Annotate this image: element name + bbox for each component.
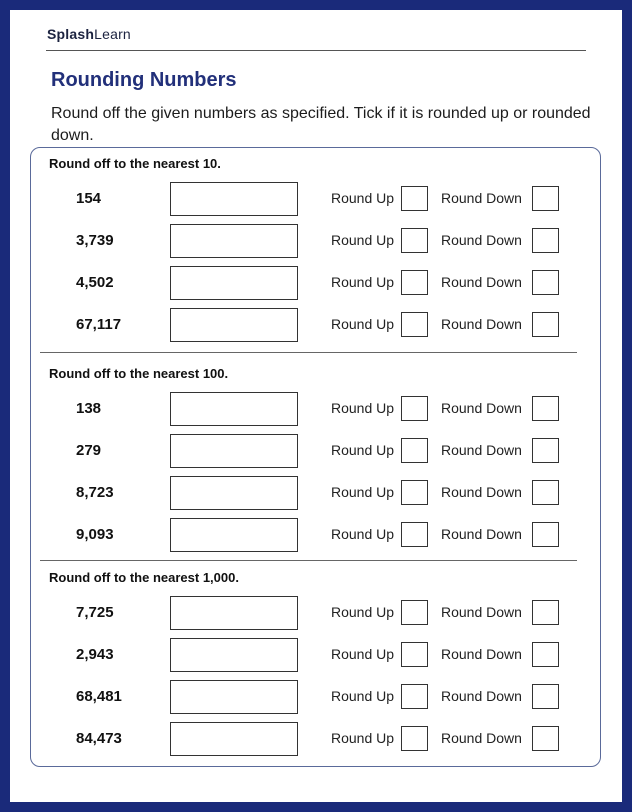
answer-box[interactable]	[170, 392, 298, 426]
exercise-row	[10, 638, 622, 672]
given-number: 7,725	[76, 604, 114, 621]
round-down-label: Round Down	[441, 316, 522, 332]
round-down-checkbox[interactable]	[532, 228, 559, 253]
round-up-checkbox[interactable]	[401, 684, 428, 709]
round-down-checkbox[interactable]	[532, 312, 559, 337]
round-up-label: Round Up	[331, 688, 395, 704]
round-down-checkbox[interactable]	[532, 522, 559, 547]
exercise-row	[10, 392, 622, 426]
exercise-row	[10, 596, 622, 630]
round-up-checkbox[interactable]	[401, 600, 428, 625]
section-divider	[40, 560, 577, 561]
round-down-label: Round Down	[441, 232, 522, 248]
given-number: 84,473	[76, 730, 122, 747]
given-number: 9,093	[76, 526, 114, 543]
section-title-thousands: Round off to the nearest 1,000.	[49, 570, 239, 585]
round-down-checkbox[interactable]	[532, 684, 559, 709]
round-down-checkbox[interactable]	[532, 726, 559, 751]
round-down-label: Round Down	[441, 526, 522, 542]
round-up-label: Round Up	[331, 526, 395, 542]
exercise-row	[10, 476, 622, 510]
round-up-checkbox[interactable]	[401, 642, 428, 667]
round-down-label: Round Down	[441, 484, 522, 500]
round-down-label: Round Down	[441, 604, 522, 620]
round-up-label: Round Up	[331, 232, 395, 248]
exercise-row	[10, 680, 622, 714]
round-down-label: Round Down	[441, 400, 522, 416]
header-rule	[46, 50, 586, 51]
round-down-checkbox[interactable]	[532, 270, 559, 295]
answer-box[interactable]	[170, 308, 298, 342]
round-down-label: Round Down	[441, 646, 522, 662]
splashlearn-logo	[47, 26, 131, 42]
page-title: Rounding Numbers	[51, 69, 237, 91]
exercise-row	[10, 266, 622, 300]
answer-box[interactable]	[170, 182, 298, 216]
round-up-label: Round Up	[331, 484, 395, 500]
section-divider	[40, 352, 577, 353]
given-number: 138	[76, 400, 102, 417]
round-up-checkbox[interactable]	[401, 726, 428, 751]
answer-box[interactable]	[170, 680, 298, 714]
answer-box[interactable]	[170, 638, 298, 672]
round-up-checkbox[interactable]	[401, 396, 428, 421]
round-up-label: Round Up	[331, 190, 395, 206]
given-number: 8,723	[76, 484, 114, 501]
exercise-row	[10, 434, 622, 468]
round-down-checkbox[interactable]	[532, 186, 559, 211]
given-number: 279	[76, 442, 102, 459]
round-up-checkbox[interactable]	[401, 438, 428, 463]
answer-box[interactable]	[170, 596, 298, 630]
round-down-checkbox[interactable]	[532, 396, 559, 421]
round-up-label: Round Up	[331, 316, 395, 332]
round-down-label: Round Down	[441, 442, 522, 458]
answer-box[interactable]	[170, 722, 298, 756]
round-up-checkbox[interactable]	[401, 270, 428, 295]
section-title-hundreds: Round off to the nearest 100.	[49, 366, 229, 381]
round-down-checkbox[interactable]	[532, 600, 559, 625]
section-title-tens: Round off to the nearest 10.	[49, 156, 221, 171]
exercise-row	[10, 722, 622, 756]
round-up-label: Round Up	[331, 274, 395, 290]
round-down-label: Round Down	[441, 730, 522, 746]
answer-box[interactable]	[170, 476, 298, 510]
answer-box[interactable]	[170, 434, 298, 468]
answer-box[interactable]	[170, 224, 298, 258]
given-number: 67,117	[76, 316, 122, 333]
round-up-checkbox[interactable]	[401, 480, 428, 505]
brand-bold: Splash	[47, 26, 95, 42]
round-up-checkbox[interactable]	[401, 186, 428, 211]
round-down-label: Round Down	[441, 688, 522, 704]
instructions: Round off the given numbers as specified. Tick if it is rounded up or rounded down.	[51, 105, 591, 144]
given-number: 2,943	[76, 646, 114, 663]
exercise-row	[10, 182, 622, 216]
exercise-row	[10, 518, 622, 552]
answer-box[interactable]	[170, 518, 298, 552]
round-down-checkbox[interactable]	[532, 480, 559, 505]
worksheet-page	[10, 10, 622, 802]
round-up-label: Round Up	[331, 646, 395, 662]
round-up-label: Round Up	[331, 604, 395, 620]
round-up-label: Round Up	[331, 730, 395, 746]
given-number: 4,502	[76, 274, 114, 291]
round-up-label: Round Up	[331, 442, 395, 458]
given-number: 68,481	[76, 688, 122, 705]
given-number: 154	[76, 190, 102, 207]
answer-box[interactable]	[170, 266, 298, 300]
brand-light: Learn	[94, 26, 131, 42]
round-up-checkbox[interactable]	[401, 312, 428, 337]
exercise-row	[10, 308, 622, 342]
round-down-label: Round Down	[441, 274, 522, 290]
round-down-checkbox[interactable]	[532, 438, 559, 463]
round-up-checkbox[interactable]	[401, 522, 428, 547]
round-up-label: Round Up	[331, 400, 395, 416]
given-number: 3,739	[76, 232, 114, 249]
exercise-row	[10, 224, 622, 258]
round-down-checkbox[interactable]	[532, 642, 559, 667]
round-down-label: Round Down	[441, 190, 522, 206]
round-up-checkbox[interactable]	[401, 228, 428, 253]
